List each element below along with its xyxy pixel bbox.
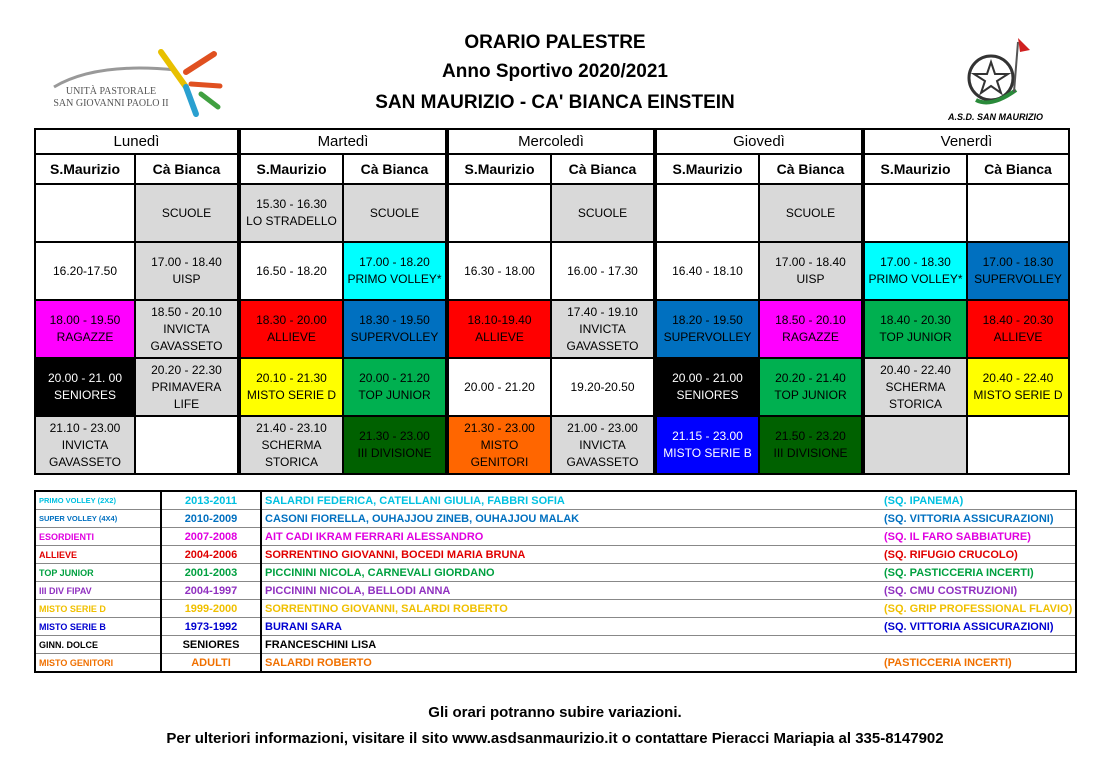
day-header-venerdi: Venerdì [863, 129, 1069, 154]
legend-years: 2013-2011 [161, 491, 261, 510]
legend-coaches: FRANCESCHINI LISA [261, 636, 881, 654]
time-slot: 21.00 - 23.00 [567, 420, 638, 435]
legend-coaches: SORRENTINO GIOVANNI, BOCEDI MARIA BRUNA [261, 546, 881, 564]
legend-years: 1999-2000 [161, 600, 261, 618]
activity-name: III DIVISIONE [773, 446, 848, 460]
time-slot: 16.40 - 18.10 [672, 263, 743, 278]
activity-name: SCHERMA [261, 437, 322, 452]
time-slot: 17.00 - 18.20 [359, 255, 430, 269]
activity-name: RAGAZZE [56, 330, 114, 344]
time-slot: 18.10-19.40 [467, 313, 532, 327]
schedule-cell [239, 358, 343, 416]
time-slot: 16.00 - 17.30 [567, 263, 638, 278]
venue-header-s-maurizio: S.Maurizio [239, 154, 343, 184]
legend-sponsor: (SQ. RIFUGIO CRUCOLO) [881, 546, 1076, 564]
legend-row [35, 510, 1076, 528]
schedule-cell [863, 184, 967, 242]
activity-name: ALLIEVE [475, 330, 524, 344]
time-slot: 21.30 - 23.00 [464, 420, 535, 435]
legend-coaches: SORRENTINO GIOVANNI, SALARDI ROBERTO [261, 600, 881, 618]
schedule-cell [239, 242, 343, 300]
activity-name: III DIVISIONE [357, 446, 432, 460]
day-header-mercoledi: Mercoledì [447, 129, 655, 154]
schedule-cell [551, 184, 655, 242]
time-slot: 20.00 - 21.20 [359, 371, 430, 385]
time-slot: 17.40 - 19.10 [567, 304, 638, 319]
legend-coaches: CASONI FIORELLA, OUHAJJOU ZINEB, OUHAJJOU MALAK [261, 510, 881, 528]
activity-name: STORICA [888, 396, 943, 411]
time-slot: 19.20-20.50 [570, 379, 635, 394]
schedule-cell [759, 416, 863, 474]
schedule-cell [863, 358, 967, 416]
activity-name: UISP [796, 272, 825, 286]
activity-name: SUPERVOLLEY [663, 330, 752, 344]
schedule-cell [551, 300, 655, 358]
time-slot: 18.40 - 20.30 [982, 313, 1054, 327]
time-slot: 17.00 - 18.30 [880, 255, 951, 269]
activity-name: PRIMO VOLLEY* [347, 272, 442, 286]
schedule-cell [35, 416, 135, 474]
schedule-cell [863, 300, 967, 358]
time-slot: SCUOLE [577, 205, 628, 220]
time-slot: 18.30 - 19.50 [359, 313, 430, 327]
activity-name: MISTO SERIE D [973, 388, 1063, 402]
schedule-cell [447, 416, 551, 474]
activity-name: SUPERVOLLEY [974, 272, 1062, 286]
schedule-cell [447, 300, 551, 358]
activity-name: LO STRADELLO [246, 214, 337, 228]
schedule-cell [135, 300, 239, 358]
legend-sponsor: (SQ. VITTORIA ASSICURAZIONI) [881, 510, 1076, 528]
schedule-cell [35, 358, 135, 416]
time-slot: 18.50 - 20.10 [775, 313, 846, 327]
time-slot: 18.50 - 20.10 [151, 304, 222, 319]
activity-name: GAVASSETO [150, 338, 223, 353]
venue-header-ca-bianca: Cà Bianca [967, 154, 1069, 184]
parish-logo [36, 32, 226, 122]
schedule-cell [343, 242, 447, 300]
legend-years: SENIORES [161, 636, 261, 654]
activity-name: SENIORES [676, 388, 739, 402]
time-slot: 18.20 - 19.50 [672, 313, 743, 327]
schedule-cell [35, 184, 135, 242]
legend-years: 2001-2003 [161, 564, 261, 582]
legend-coaches: BURANI SARA [261, 618, 881, 636]
legend-team: MISTO GENITORI [35, 654, 161, 673]
schedule-cell [135, 358, 239, 416]
legend-sponsor: (PASTICCERIA INCERTI) [881, 654, 1076, 673]
time-slot: 21.30 - 23.00 [359, 429, 430, 443]
activity-name: ALLIEVE [993, 330, 1043, 344]
schedule-cell [447, 184, 551, 242]
parish-logo-text: UNITÀ PASTORALE SAN GIOVANNI PAOLO II [53, 86, 169, 109]
time-slot: 20.00 - 21. 00 [47, 371, 123, 385]
activity-name: SUPERVOLLEY [350, 330, 439, 344]
legend-row [35, 564, 1076, 582]
time-slot: 17.00 - 18.40 [151, 255, 222, 269]
legend-coaches: PICCININI NICOLA, CARNEVALI GIORDANO [261, 564, 881, 582]
venue-header-ca-bianca: Cà Bianca [135, 154, 239, 184]
legend-years: 2010-2009 [161, 510, 261, 528]
schedule-cell [759, 242, 863, 300]
schedule-cell [863, 416, 967, 474]
footer-note: Gli orari potranno subire variazioni. [428, 704, 682, 721]
club-logo [936, 30, 1056, 130]
schedule-cell [343, 416, 447, 474]
time-slot: 20.40 - 22.40 [880, 362, 951, 377]
day-header-lunedi: Lunedì [35, 129, 239, 154]
time-slot: 18.00 - 19.50 [49, 313, 121, 327]
activity-name: INVICTA [579, 437, 626, 452]
schedule-cell [967, 300, 1069, 358]
legend-row [35, 600, 1076, 618]
time-slot: 21.15 - 23.00 [672, 429, 743, 443]
legend-row [35, 582, 1076, 600]
venue-header-s-maurizio: S.Maurizio [655, 154, 759, 184]
venue-header-ca-bianca: Cà Bianca [551, 154, 655, 184]
activity-name: PRIMO VOLLEY* [868, 272, 963, 286]
legend-team: GINN. DOLCE [35, 636, 161, 654]
time-slot: 15.30 - 16.30 [256, 197, 327, 211]
page-subtitle: Anno Sportivo 2020/2021 [442, 61, 668, 82]
legend-sponsor: (SQ. IPANEMA) [881, 491, 1076, 510]
legend-coaches: PICCININI NICOLA, BELLODI ANNA [261, 582, 881, 600]
schedule-cell [239, 184, 343, 242]
schedule-cell [655, 416, 759, 474]
time-slot: 21.40 - 23.10 [256, 420, 327, 435]
activity-name: STORICA [264, 454, 319, 469]
venue-header-s-maurizio: S.Maurizio [35, 154, 135, 184]
activity-name: INVICTA [163, 321, 210, 336]
legend-sponsor: (SQ. CMU COSTRUZIONI) [881, 582, 1076, 600]
legend-sponsor: (SQ. IL FARO SABBIATURE) [881, 528, 1076, 546]
legend-sponsor: (SQ. PASTICCERIA INCERTI) [881, 564, 1076, 582]
venue-header-s-maurizio: S.Maurizio [863, 154, 967, 184]
activity-name: TOP JUNIOR [774, 388, 847, 402]
schedule-cell [343, 184, 447, 242]
legend-years: 2004-1997 [161, 582, 261, 600]
schedule-cell [759, 184, 863, 242]
legend-team: III DIV FIPAV [35, 582, 161, 600]
schedule-cell [759, 358, 863, 416]
legend-row [35, 491, 1076, 510]
legend-sponsor [881, 636, 1076, 654]
club-logo-text: A.S.D. SAN MAURIZIO [947, 112, 1043, 122]
legend-team: SUPER VOLLEY (4X4) [35, 510, 161, 528]
legend-team: ESORDIENTI [35, 528, 161, 546]
activity-name: TOP JUNIOR [879, 330, 952, 344]
schedule-cell [135, 416, 239, 474]
legend-row [35, 636, 1076, 654]
legend-years: 2004-2006 [161, 546, 261, 564]
time-slot: 20.20 - 22.30 [151, 362, 222, 377]
activity-name: MISTO SERIE B [663, 446, 752, 460]
legend-coaches: SALARDI FEDERICA, CATELLANI GIULIA, FABBRI SOFIA [261, 491, 881, 510]
venues-title: SAN MAURIZIO - CA' BIANCA EINSTEIN [375, 92, 735, 113]
activity-name: INVICTA [579, 321, 626, 336]
legend-years: 2007-2008 [161, 528, 261, 546]
schedule-cell [967, 416, 1069, 474]
time-slot: SCUOLE [161, 205, 212, 220]
legend-years: ADULTI [161, 654, 261, 673]
activity-name: GAVASSETO [566, 454, 639, 469]
schedule-cell [759, 300, 863, 358]
schedule-cell [343, 358, 447, 416]
schedule-cell [655, 358, 759, 416]
schedule-cell [551, 358, 655, 416]
schedule-cell [655, 242, 759, 300]
legend-team: MISTO SERIE D [35, 600, 161, 618]
schedule-cell [447, 358, 551, 416]
schedule-cell [343, 300, 447, 358]
time-slot: 20.10 - 21.30 [256, 371, 327, 385]
schedule-cell [655, 300, 759, 358]
activity-name: ALLIEVE [267, 330, 316, 344]
schedule-cell [135, 184, 239, 242]
schedule-cell [967, 184, 1069, 242]
legend-years: 1973-1992 [161, 618, 261, 636]
time-slot: 20.00 - 21.20 [464, 379, 535, 394]
time-slot: 21.10 - 23.00 [49, 420, 121, 435]
time-slot: SCUOLE [369, 205, 420, 220]
activity-name: GAVASSETO [48, 454, 122, 469]
activity-name: MISTO GENITORI [470, 437, 529, 469]
legend-row [35, 528, 1076, 546]
legend-team: MISTO SERIE B [35, 618, 161, 636]
schedule-cell [655, 184, 759, 242]
time-slot: 17.00 - 18.30 [982, 255, 1054, 269]
activity-name: PRIMAVERA LIFE [151, 379, 222, 411]
day-header-martedi: Martedì [239, 129, 447, 154]
time-slot: 16.50 - 18.20 [256, 263, 327, 278]
club-logo-icon [936, 30, 1056, 112]
legend-row [35, 618, 1076, 636]
legend-team: TOP JUNIOR [35, 564, 161, 582]
day-header-giovedi: Giovedì [655, 129, 863, 154]
legend-team: PRIMO VOLLEY (2X2) [35, 491, 161, 510]
time-slot: 21.50 - 23.20 [775, 429, 846, 443]
schedule-cell [135, 242, 239, 300]
footer-contact: Per ulteriori informazioni, visitare il sito www.asdsanmaurizio.it o contattare Pieracci Mariapia al 335-8147902 [166, 730, 944, 747]
activity-name: INVICTA [61, 437, 109, 452]
legend-coaches: SALARDI ROBERTO [261, 654, 881, 673]
time-slot: 20.20 - 21.40 [775, 371, 846, 385]
time-slot: 17.00 - 18.40 [775, 255, 846, 269]
schedule-cell [35, 242, 135, 300]
page-title: ORARIO PALESTRE [464, 32, 646, 53]
schedule-cell [239, 416, 343, 474]
activity-name: GAVASSETO [566, 338, 639, 353]
schedule-table [34, 128, 1070, 475]
activity-name: MISTO SERIE D [246, 388, 337, 402]
activity-name: SENIORES [53, 388, 116, 402]
legend-sponsor: (SQ. VITTORIA ASSICURAZIONI) [881, 618, 1076, 636]
schedule-cell [967, 358, 1069, 416]
schedule-cell [551, 242, 655, 300]
activity-name: UISP [172, 272, 201, 286]
schedule-cell [863, 242, 967, 300]
schedule-cell [551, 416, 655, 474]
activity-name: TOP JUNIOR [358, 388, 431, 402]
venue-header-ca-bianca: Cà Bianca [759, 154, 863, 184]
time-slot: 18.30 - 20.00 [256, 313, 327, 327]
activity-name: SCHERMA [885, 379, 946, 394]
time-slot: 20.40 - 22.40 [982, 371, 1054, 385]
time-slot: 20.00 - 21.00 [672, 371, 743, 385]
venue-header-s-maurizio: S.Maurizio [447, 154, 551, 184]
schedule-cell [35, 300, 135, 358]
activity-name: RAGAZZE [782, 330, 839, 344]
schedule-cell [447, 242, 551, 300]
time-slot: 18.40 - 20.30 [880, 313, 951, 327]
time-slot: 16.20-17.50 [52, 263, 118, 278]
legend-coaches: AIT CADI IKRAM FERRARI ALESSANDRO [261, 528, 881, 546]
legend-row [35, 654, 1076, 673]
legend-team: ALLIEVE [35, 546, 161, 564]
schedule-cell [967, 242, 1069, 300]
legend-row [35, 546, 1076, 564]
schedule-cell [239, 300, 343, 358]
legend-sponsor: (SQ. GRIP PROFESSIONAL FLAVIO) [881, 600, 1076, 618]
time-slot: 16.30 - 18.00 [464, 263, 535, 278]
time-slot: SCUOLE [785, 205, 836, 220]
venue-header-ca-bianca: Cà Bianca [343, 154, 447, 184]
legend-table [34, 490, 1077, 673]
